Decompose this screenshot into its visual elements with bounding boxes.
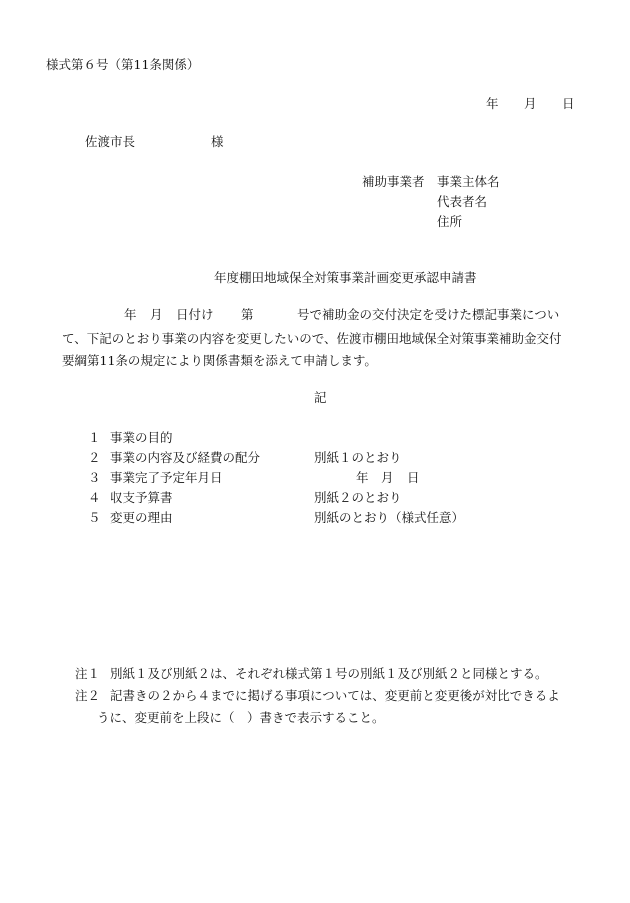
item-label: 事業の内容及び経費の配分 [110,450,261,465]
body-line1-rest: 号で補助金の交付決定を受けた標記事業につい [297,307,560,322]
body-year: 年 [124,307,137,322]
item-value-month: 月 [381,470,394,485]
item-number: ４ [88,490,101,505]
addressee-name: 佐渡市長 [85,134,136,149]
item-value: 別紙２のとおり [314,490,402,505]
date-year: 年 [486,96,499,111]
item-value: 別紙のとおり（様式任意） [314,510,465,525]
applicant-role: 補助事業者 [362,174,425,189]
body-no: 第 [241,307,254,322]
date-month: 月 [524,96,537,111]
ki-heading: 記 [314,390,327,405]
applicant-address-label: 住所 [437,214,463,229]
date-day: 日 [562,96,575,111]
item-value: 別紙１のとおり [314,450,402,465]
item-label: 変更の理由 [110,510,173,525]
item-number: ２ [88,450,101,465]
body-date: 日付け [176,307,214,322]
note-text: 記書きの２から４までに掲げる事項については、変更前と変更後が対比できるよ [110,688,560,703]
item-label: 収支予算書 [110,490,173,505]
note-number: 注１ [75,666,101,681]
form-number: 様式第６号（第11条関係） [46,57,200,72]
body-line2: て、下記のとおり事業の内容を変更したいので、佐渡市棚田地域保全対策事業補助金交付 [62,331,562,346]
addressee-honorific: 様 [211,134,224,149]
item-value-year: 年 [356,470,369,485]
note-text-continued: うに、変更前を上段に（ ）書きで表示すること。 [97,710,385,725]
item-label: 事業完了予定年月日 [110,470,223,485]
applicant-entity-name-label: 事業主体名 [437,174,500,189]
note-text: 別紙１及び別紙２は、それぞれ様式第１号の別紙１及び別紙２と同様とする。 [110,666,548,681]
document-title: 年度棚田地域保全対策事業計画変更承認申請書 [214,270,477,285]
note-number: 注２ [75,688,101,703]
item-value-day: 日 [407,470,420,485]
body-line3: 要綱第11条の規定により関係書類を添えて申請します。 [62,353,377,368]
item-number: ３ [88,470,101,485]
item-label: 事業の目的 [110,430,173,445]
body-month: 月 [150,307,163,322]
item-number: １ [88,430,101,445]
applicant-representative-label: 代表者名 [437,194,488,209]
item-number: ５ [88,510,101,525]
